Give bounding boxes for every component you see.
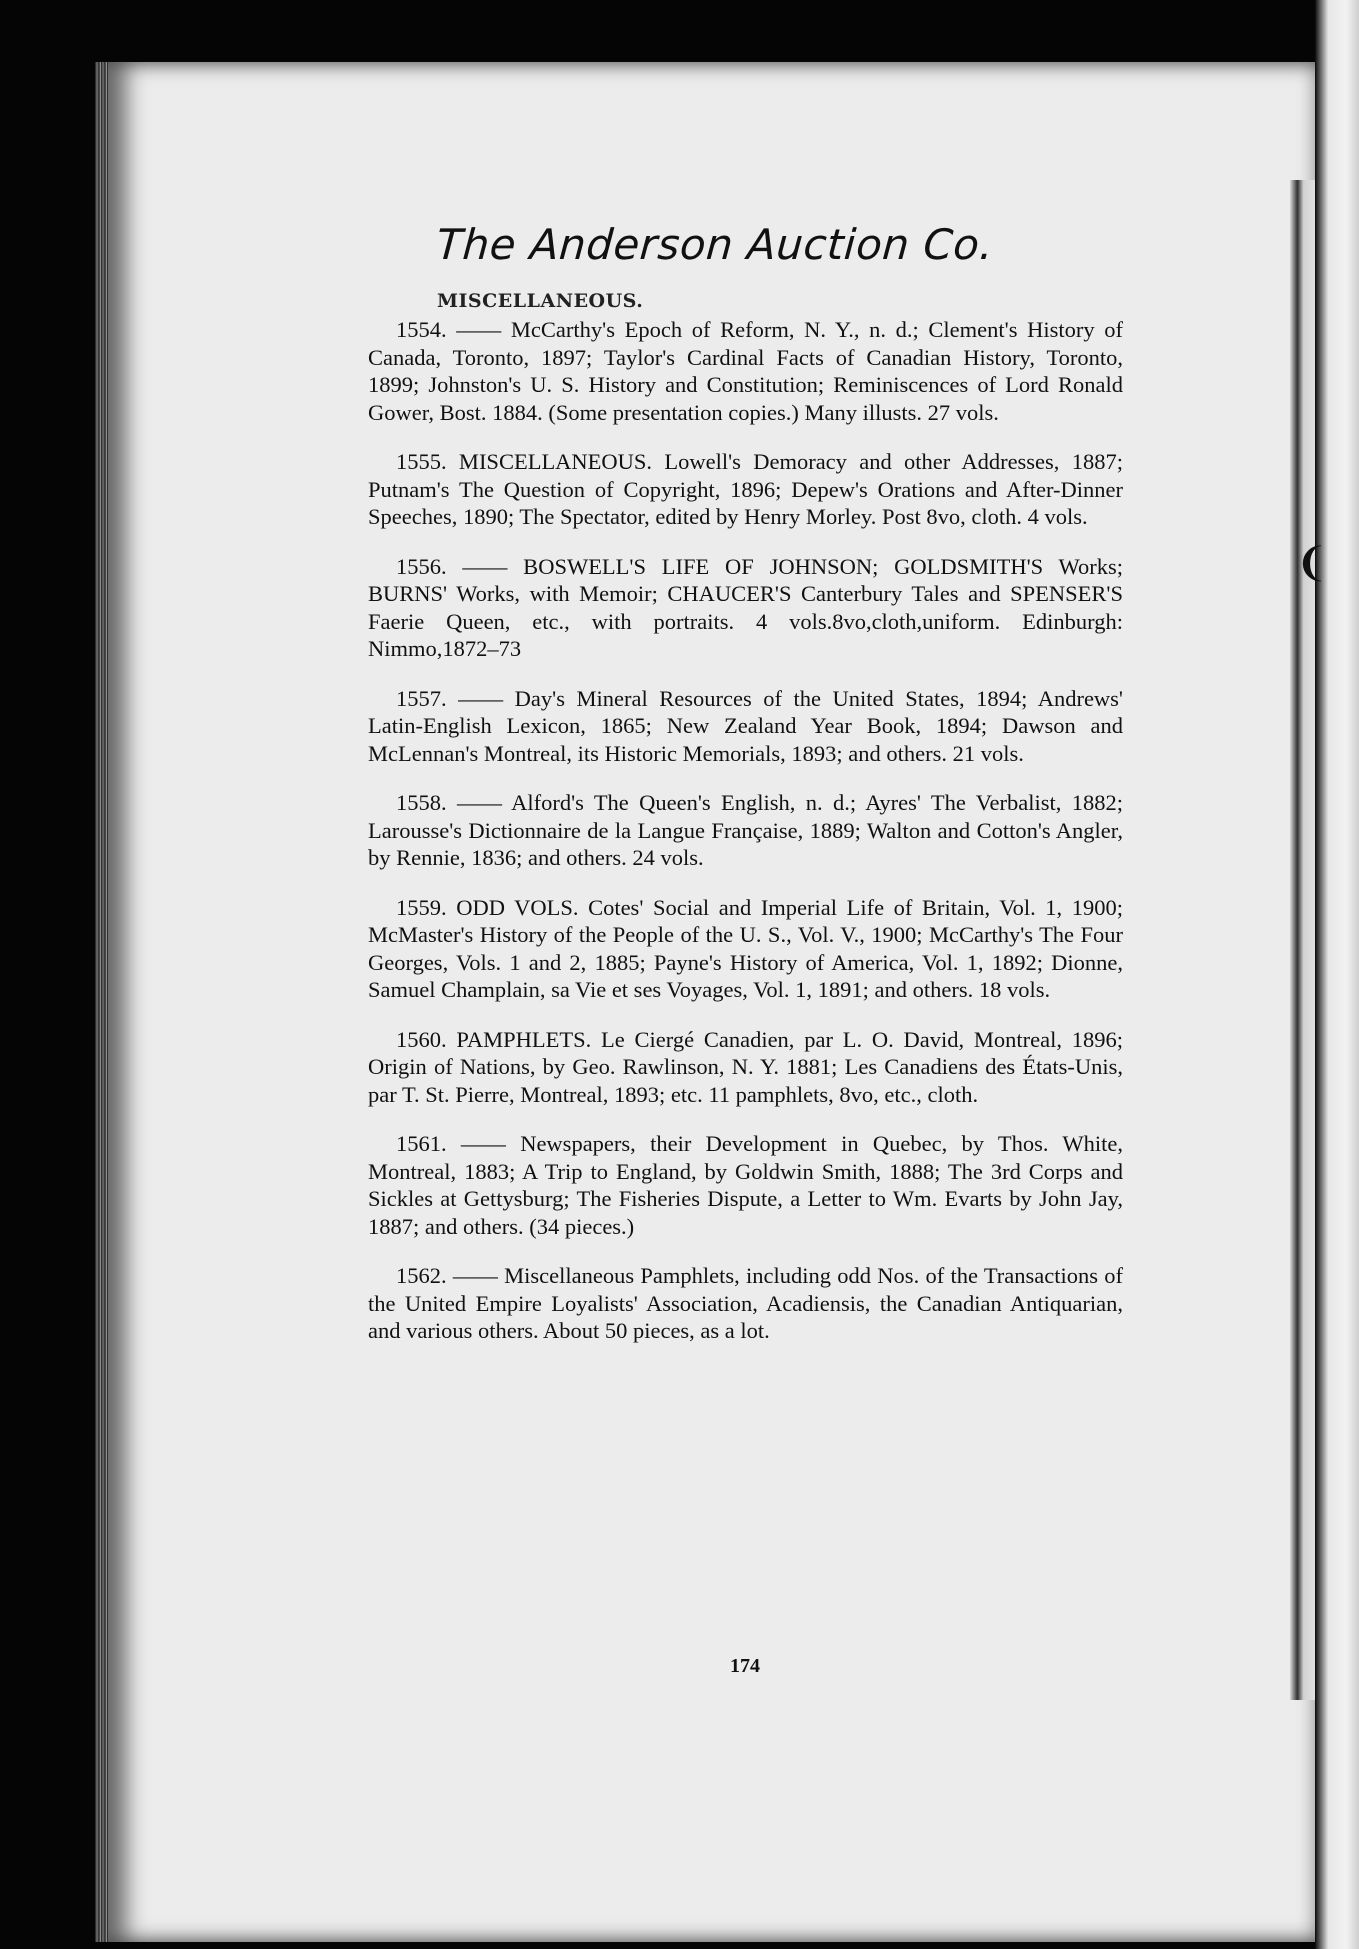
lot-1562: 1562. —— Miscellaneous Pamphlets, including odd Nos. of the Transactions of the United Empire Loyalists' Association, Acadiensis, the Canadian Antiquarian, and various others. About 50 pieces, as a lot. — [368, 1263, 1123, 1343]
lot-1556: 1556. —— BOSWELL'S LIFE OF JOHNSON; GOLDSMITH'S Works; BURNS' Works, with Memoir; CHAUCER'S Canterbury Tales and SPENSER'S Faerie Queen, etc., with portraits. 4 vols.8vo,cloth,uniform. Edinburgh: Nimmo,1872–73 — [368, 553, 1123, 661]
lot-1559: 1559. ODD VOLS. Cotes' Social and Imperial Life of Britain, Vol. 1, 1900; McMaster's History of the People of the U. S., Vol. V., 1900; McCarthy's The Four Georges, Vols. 1 and 2, 1885; Payne's History of America, Vol. 1, 1892; Dionne, Samuel Champlain, sa Vie et ses Voyages, Vol. 1, 1891; and others. 18 vols. — [368, 894, 1123, 1002]
lot-1555: 1555. MISCELLANEOUS. Lowell's Demoracy and other Addresses, 1887; Putnam's The Question of Copyright, 1896; Depew's Orations and After-Dinner Speeches, 1890; The Spectator, edited by Henry Morley. Post 8vo, cloth. 4 vols. — [368, 449, 1123, 529]
catalog-lot-list — [368, 316, 1123, 1367]
lot-1560: 1560. PAMPHLETS. Le Ciergé Canadien, par L. O. David, Montreal, 1896; Origin of Nations, by Geo. Rawlinson, N. Y. 1881; Les Canadiens des États-Unis, par T. St. Pierre, Montreal, 1893; etc. 11 pamphlets, 8vo, etc., cloth. — [368, 1026, 1123, 1107]
lot-1554: 1554. —— McCarthy's Epoch of Reform, N. Y., n. d.; Clement's History of Canada, Toronto, 1897; Taylor's Cardinal Facts of Canadian History, Toronto, 1899; Johnston's U. S. History and Constitution; Reminiscences of Lord Ronald Gower, Bost. 1884. (Some presentation copies.) Many illusts. 27 vols. — [368, 317, 1123, 425]
lot-1561: 1561. —— Newspapers, their Development in Quebec, by Thos. White, Montreal, 1883; A Trip to England, by Goldwin Smith, 1888; The 3rd Corps and Sickles at Gettysburg; The Fisheries Dispute, a Letter to Wm. Evarts by John Jay, 1887; and others. (34 pieces.) — [368, 1131, 1123, 1239]
page-header: The Anderson Auction Co. — [434, 220, 996, 269]
page-number: 174 — [730, 1655, 760, 1677]
lot-1558: 1558. —— Alford's The Queen's English, n. d.; Ayres' The Verbalist, 1882; Larousse's Dictionnaire de la Langue Française, 1889; Walton and Cotton's Angler, by Rennie, 1836; and others. 24 vols. — [368, 790, 1123, 870]
adjacent-page-edge — [1315, 0, 1359, 1949]
margin-mark: ❨ — [1295, 540, 1329, 586]
section-title: MISCELLANEOUS. — [437, 290, 644, 312]
lot-1557: 1557. —— Day's Mineral Resources of the United States, 1894; Andrews' Latin-English Lexicon, 1865; New Zealand Year Book, 1894; Dawson and McLennan's Montreal, its Historic Memorials, 1893; and others. 21 vols. — [368, 685, 1123, 766]
